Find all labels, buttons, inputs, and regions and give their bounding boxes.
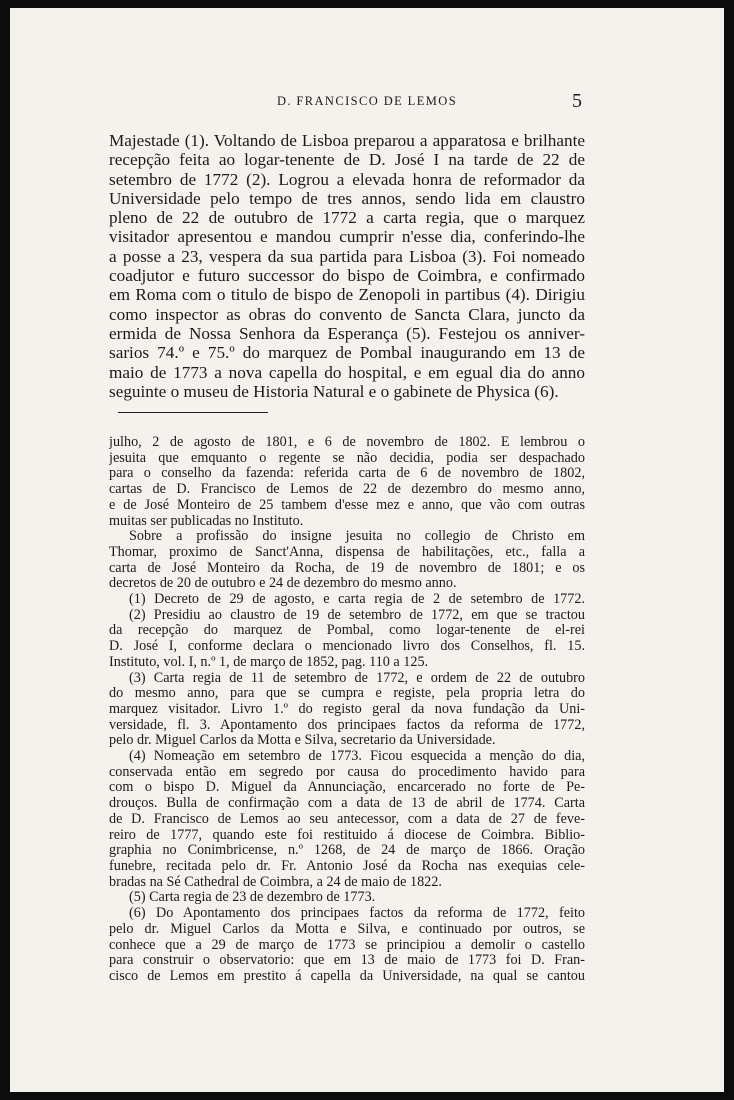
- body-line: a posse a 23, vespera da sua partida para Lisboa (3). Foi nomeado: [109, 246, 585, 266]
- footnote-4: (4) Nomeação em setembro de 1773. Ficou esquecida a menção do dia,: [129, 749, 585, 765]
- body-line: Majestade (1). Voltando de Lisboa preparou a apparatosa e brilhante: [109, 131, 585, 150]
- body-line: pleno de 22 de outubro de 1772 a carta regia, que o marquez: [109, 208, 585, 228]
- body-line: ermida de Nossa Senhora da Esperança (5). Festejou os anniver-: [109, 323, 585, 343]
- footnote-1: (1) Decreto de 29 de agosto, e carta regia de 2 de setembro de 1772.: [129, 592, 585, 608]
- body-line: seguinte o museu de Historia Natural e o gabinete de Physica (6).: [109, 381, 559, 401]
- note-line: D. José I, conforme declara o mencionado livro dos Conselhos, fl. 15.: [109, 639, 585, 655]
- footnote-3: (3) Carta regia de 11 de setembro de 1772, e ordem de 22 de outubro: [129, 670, 585, 686]
- body-line: recepção feita ao logar-tenente de D. José I na tarde de 22 de: [109, 150, 585, 170]
- note-line: marquez visitador. Livro 1.º do registo geral da nova fundação da Uni-: [109, 701, 585, 717]
- footnote-6: (6) Do Apontamento dos principaes factos da reforma de 1772, feito: [129, 906, 585, 922]
- body-line: visitador apresentou e mandou cumprir n'esse dia, conferindo-lhe: [109, 227, 585, 247]
- footnotes: [109, 435, 585, 985]
- note-line: decretos de 20 de outubro e 24 de dezembro do mesmo anno.: [109, 576, 457, 592]
- note-line: Sobre a profissão do insigne jesuita no collegio de Christo em: [129, 529, 585, 545]
- note-line: reiro de 1777, quando este foi restituido á diocese de Coimbra. Biblio-: [109, 827, 585, 843]
- note-line: do mesmo anno, para que se cumpra e registe, pela propria letra do: [109, 686, 585, 702]
- body-line: Universidade pelo tempo de tres annos, sendo lida em claustro: [109, 188, 585, 208]
- note-line: funebre, recitada pelo dr. Fr. Antonio José da Rocha nas exequias cele-: [109, 858, 585, 874]
- note-line: muitas ser publicadas no Instituto.: [109, 513, 304, 529]
- note-line: graphia no Conimbricense, n.º 1268, de 24 de março de 1866. Oração: [109, 843, 585, 859]
- page-header: [10, 90, 724, 112]
- note-line: pelo dr. Miguel Carlos da Motta e Silva, e continuado por outros, se: [109, 921, 585, 937]
- note-line: conservada então em segredo por causa do procedimento havido para: [109, 764, 585, 780]
- note-line: cisco de Lemos em prestito á capella da Universidade, na qual se cantou: [109, 968, 585, 984]
- note-line: cartas de D. Francisco de Lemos de 22 de dezembro do mesmo anno,: [109, 482, 585, 498]
- running-title: D. FRANCISCO DE LEMOS: [276, 94, 458, 108]
- note-line: da recepção do marquez de Pombal, como logar-tenente de el-rei: [109, 623, 585, 639]
- note-line: jesuita que emquanto o regente se não decidia, podia ser despachado: [109, 450, 585, 466]
- note-line: conhece que a 29 de março de 1773 se principiou a demolir o castello: [109, 937, 585, 953]
- main-paragraph: [109, 131, 585, 401]
- page-number: 5: [572, 90, 582, 112]
- note-line: para o conselho da fazenda: referida carta de 6 de novembro de 1802,: [109, 466, 585, 482]
- book-page: [10, 8, 724, 1092]
- body-line: setembro de 1772 (2). Logrou a elevada honra de reformador da: [109, 169, 585, 189]
- note-line: pelo dr. Miguel Carlos da Motta e Silva, secretario da Universidade.: [109, 733, 496, 749]
- note-line: Instituto, vol. I, n.º 1, de março de 1852, pag. 110 a 125.: [109, 654, 429, 670]
- body-line: coadjutor e futuro successor do bispo de Coimbra, e confirmado: [109, 266, 585, 286]
- footnote-separator: [118, 412, 268, 413]
- note-line: julho, 2 de agosto de 1801, e 6 de novembro de 1802. E lembrou o: [109, 435, 585, 450]
- note-line: Thomar, proximo de Sanct'Anna, dispensa de habilitações, etc., falla a: [109, 544, 585, 560]
- footnote-5: (5) Carta regia de 23 de dezembro de 1773.: [129, 890, 376, 906]
- note-line: com o bispo D. Miguel da Annunciação, encarcerado no forte de Pe-: [109, 780, 585, 796]
- note-line: e de José Monteiro de 25 tambem d'esse mez e anno, que vão com outras: [109, 497, 585, 513]
- note-line: versidade, fl. 3. Apontamento dos principaes factos da reforma de 1772,: [109, 717, 585, 733]
- body-line: como inspector as obras do convento de Sancta Clara, juncto da: [109, 304, 585, 324]
- note-line: para construir o observatorio: que em 13 de maio de 1773 foi D. Fran-: [109, 953, 585, 969]
- note-line: de D. Francisco de Lemos ao seu antecessor, com a data de 27 de feve-: [109, 811, 585, 827]
- note-line: carta de José Monteiro da Rocha, de 19 de novembro de 1801; e os: [109, 560, 585, 576]
- body-line: sarios 74.º e 75.º do marquez de Pombal inaugurando em 13 de: [109, 343, 585, 363]
- body-line: em Roma com o titulo de bispo de Zenopoli in partibus (4). Dirigiu: [109, 285, 585, 305]
- body-line: maio de 1773 a nova capella do hospital, e em egual dia do anno: [109, 362, 585, 382]
- note-line: drouços. Bulla de confirmação com a data de 13 de abril de 1774. Carta: [109, 796, 585, 812]
- note-line: bradas na Sé Cathedral de Coimbra, a 24 de maio de 1822.: [109, 874, 442, 890]
- footnote-2: (2) Presidiu ao claustro de 19 de setembro de 1772, em que se tractou: [129, 607, 585, 623]
